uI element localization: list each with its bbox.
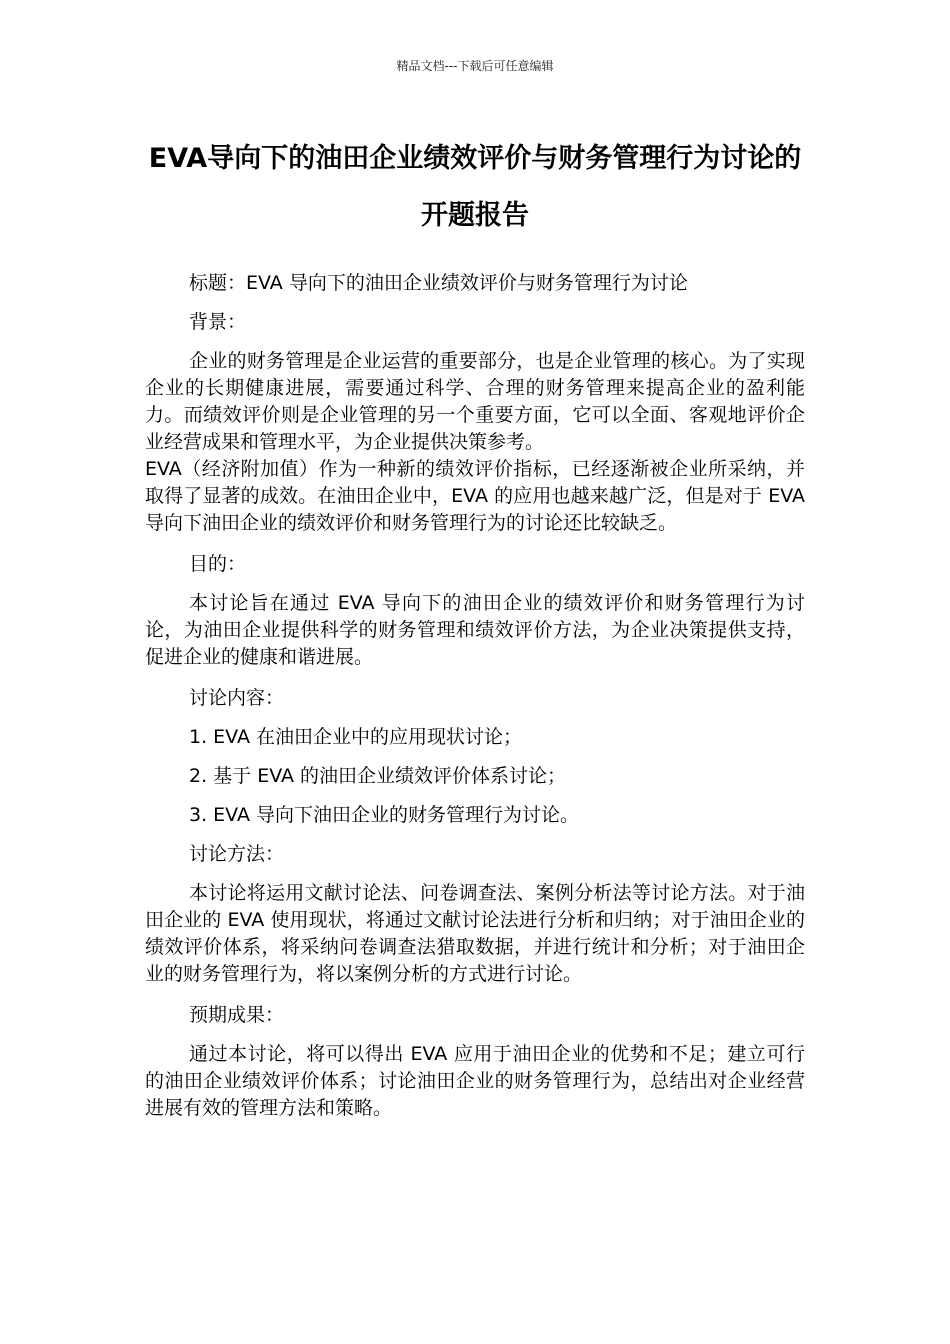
background-paragraph-1: 企业的财务管理是企业运营的重要部分，也是企业管理的核心。为了实现企业的长期健康进展，需要通过科学、合理的财务管理来提高企业的盈利能力。而绩效评价则是企业管理的另一个重要方面，它可以全面、客观地评价企业经营成果和管理水平，为企业提供决策参考。 — [145, 350, 805, 453]
page-header-watermark: 精品文档---下载后可任意编辑 — [396, 59, 554, 73]
outcome-paragraph: 通过本讨论，将可以得出 EVA 应用于油田企业的优势和不足；建立可行的油田企业绩效评价体系；讨论油田企业的财务管理行为，总结出对企业经营进展有效的管理方法和策略。 — [145, 1043, 805, 1119]
background-paragraph-2: EVA（经济附加值）作为一种新的绩效评价指标，已经逐渐被企业所采纳，并取得了显著的成效。在油田企业中，EVA 的应用也越来越广泛，但是对于 EVA 导向下油田企业的绩效评价和财务管理行为的讨论还比较缺乏。 — [145, 458, 805, 534]
background-heading: 背景： — [189, 311, 247, 333]
content-item-1: 1. EVA 在油田企业中的应用现状讨论； — [189, 726, 522, 748]
content-item-3: 3. EVA 导向下油田企业的财务管理行为讨论。 — [189, 804, 579, 826]
content-item-2: 2. 基于 EVA 的油田企业绩效评价体系讨论； — [189, 765, 567, 787]
document-title: EVA导向下的油田企业绩效评价与财务管理行为讨论的开题报告 — [148, 143, 802, 231]
purpose-paragraph: 本讨论旨在通过 EVA 导向下的油田企业的绩效评价和财务管理行为讨论，为油田企业提供科学的财务管理和绩效评价方法，为企业决策提供支持，促进企业的健康和谐进展。 — [145, 592, 805, 668]
outcome-heading: 预期成果： — [189, 1004, 285, 1026]
content-heading: 讨论内容： — [189, 687, 285, 709]
subject-line: 标题：EVA 导向下的油田企业绩效评价与财务管理行为讨论 — [189, 272, 688, 294]
method-paragraph: 本讨论将运用文献讨论法、问卷调查法、案例分析法等讨论方法。对于油田企业的 EVA 使用现状，将通过文献讨论法进行分析和归纳；对于油田企业的绩效评价体系，将采纳问卷调查法猎取数据，并进行统计和分析；对于油田企业的财务管理行为，将以案例分析的方式进行讨论。 — [145, 882, 805, 985]
method-heading: 讨论方法： — [189, 843, 285, 865]
document-body — [145, 270, 805, 1136]
purpose-heading: 目的： — [189, 553, 247, 575]
